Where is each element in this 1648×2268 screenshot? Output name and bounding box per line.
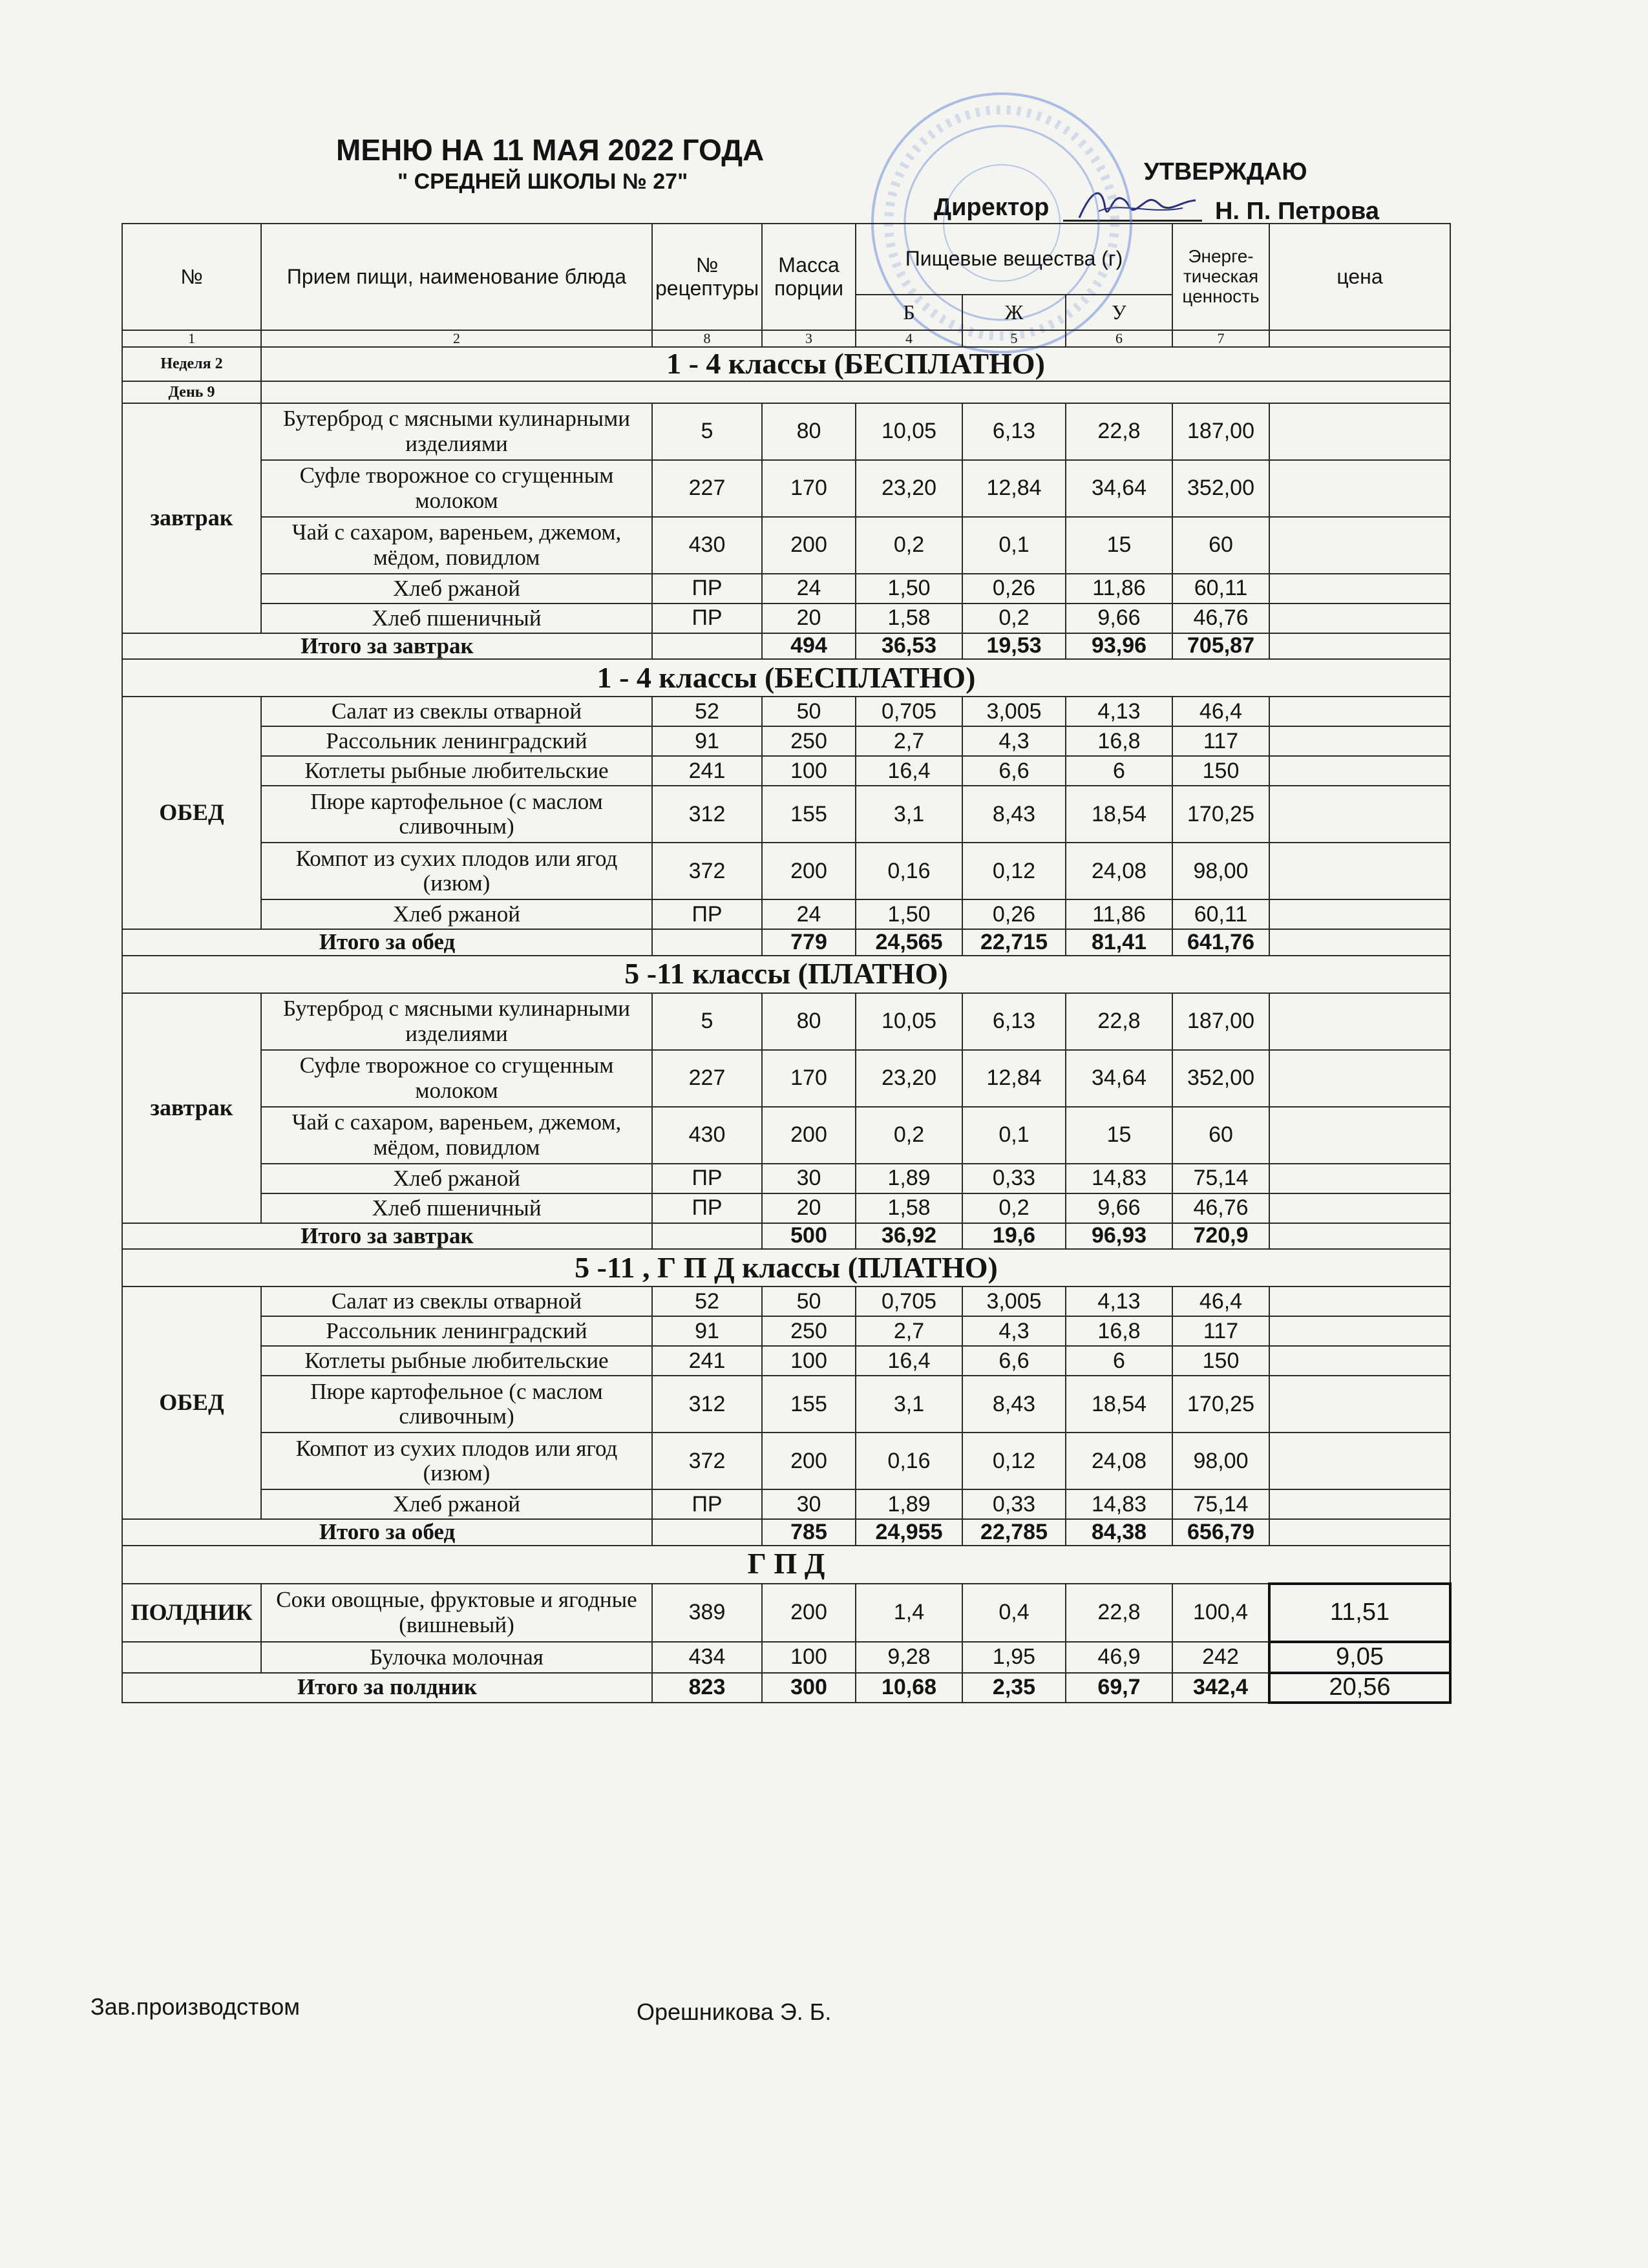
total-recipe [652,1519,762,1546]
carb-value: 16,8 [1066,1316,1172,1346]
total-mass: 779 [762,929,856,956]
carb-value: 14,83 [1066,1164,1172,1193]
recipe-number: 434 [652,1642,762,1673]
recipe-number: 430 [652,517,762,574]
dish-name: Бутерброд с мясными кулинарными изделиями [261,993,652,1050]
recipe-number: ПР [652,899,762,929]
total-protein: 36,92 [856,1223,962,1250]
dish-name: Соки овощные, фруктовые и ягодные (вишневый) [261,1584,652,1642]
fat-value: 6,6 [962,1346,1066,1376]
price-cell [1269,993,1450,1050]
protein-value: 23,20 [856,460,962,517]
dish-name: Компот из сухих плодов или ягод (изюм) [261,843,652,899]
price-cell [1269,1050,1450,1107]
dish-name: Котлеты рыбные любительские [261,1346,652,1376]
protein-value: 2,7 [856,726,962,756]
header-recipe: № рецептуры [652,224,762,330]
dish-name: Хлеб пшеничный [261,604,652,633]
menu-title: МЕНЮ НА 11 МАЯ 2022 ГОДА [336,133,765,167]
recipe-number: 227 [652,460,762,517]
energy-value: 98,00 [1172,1433,1269,1489]
total-carb: 84,38 [1066,1519,1172,1546]
portion-mass: 200 [762,1107,856,1164]
carb-value: 9,66 [1066,1193,1172,1223]
total-carb: 96,93 [1066,1223,1172,1250]
table-row [122,574,1450,604]
price-cell [1269,1223,1450,1250]
total-recipe: 823 [652,1673,762,1703]
section-heading: 1 - 4 классы (БЕСПЛАТНО) [122,659,1450,697]
carb-value: 14,83 [1066,1489,1172,1519]
price-cell [1269,1107,1450,1164]
portion-mass: 20 [762,604,856,633]
meal-label: ОБЕД [122,1286,261,1519]
energy-value: 46,4 [1172,697,1269,726]
portion-mass: 200 [762,1433,856,1489]
fat-value: 6,13 [962,403,1066,460]
portion-mass: 80 [762,403,856,460]
price-cell [1269,633,1450,660]
total-row [122,1223,1450,1250]
meal-label: ПОЛДНИК [122,1584,261,1642]
protein-value: 1,58 [856,604,962,633]
energy-value: 46,76 [1172,1193,1269,1223]
total-price: 20,56 [1269,1673,1450,1703]
portion-mass: 30 [762,1489,856,1519]
dish-name: Пюре картофельное (с маслом сливочным) [261,786,652,843]
carb-value: 22,8 [1066,403,1172,460]
portion-mass: 80 [762,993,856,1050]
dish-name: Котлеты рыбные любительские [261,756,652,786]
total-mass: 300 [762,1673,856,1703]
portion-mass: 200 [762,843,856,899]
price-cell [1269,1193,1450,1223]
col-number: 2 [261,330,652,347]
recipe-number: ПР [652,1164,762,1193]
energy-value: 117 [1172,1316,1269,1346]
col-number: 4 [856,330,962,347]
energy-value: 100,4 [1172,1584,1269,1642]
table-row [122,726,1450,756]
protein-value: 1,89 [856,1164,962,1193]
fat-value: 0,33 [962,1489,1066,1519]
total-label: Итого за обед [122,929,652,956]
fat-value: 3,005 [962,1286,1066,1316]
approve-label: УТВЕРЖДАЮ [1144,158,1307,185]
carb-value: 18,54 [1066,786,1172,843]
recipe-number: ПР [652,1193,762,1223]
total-row [122,1519,1450,1546]
recipe-number: 312 [652,1376,762,1433]
carb-value: 24,08 [1066,1433,1172,1489]
protein-value: 0,705 [856,1286,962,1316]
energy-value: 60 [1172,1107,1269,1164]
portion-mass: 250 [762,726,856,756]
day-label: День 9 [122,381,261,403]
header-b: Б [856,295,962,330]
total-carb: 93,96 [1066,633,1172,660]
dish-name: Рассольник ленинградский [261,726,652,756]
protein-value: 0,2 [856,517,962,574]
energy-value: 46,76 [1172,604,1269,633]
fat-value: 0,1 [962,517,1066,574]
portion-mass: 170 [762,460,856,517]
fat-value: 8,43 [962,786,1066,843]
total-energy: 705,87 [1172,633,1269,660]
footer-position: Зав.производством [90,1993,300,2020]
energy-value: 60,11 [1172,574,1269,604]
fat-value: 12,84 [962,460,1066,517]
price-cell [1269,604,1450,633]
carb-value: 6 [1066,756,1172,786]
protein-value: 1,50 [856,574,962,604]
header-mass: Масса порции [762,224,856,330]
dish-name: Суфле творожное со сгущенным молоком [261,460,652,517]
section-heading: 5 -11 классы (ПЛАТНО) [122,956,1450,993]
total-protein: 24,955 [856,1519,962,1546]
recipe-number: 372 [652,1433,762,1489]
table-row [122,786,1450,843]
energy-value: 150 [1172,756,1269,786]
portion-mass: 100 [762,1642,856,1673]
table-row [122,993,1450,1050]
recipe-number: 52 [652,1286,762,1316]
price-cell [1269,929,1450,956]
table-row [122,1286,1450,1316]
protein-value: 0,16 [856,1433,962,1489]
price-cell [1269,843,1450,899]
carb-value: 9,66 [1066,604,1172,633]
fat-value: 0,26 [962,899,1066,929]
total-energy: 641,76 [1172,929,1269,956]
price-cell [1269,403,1450,460]
total-label: Итого за завтрак [122,1223,652,1250]
recipe-number: ПР [652,604,762,633]
portion-mass: 50 [762,1286,856,1316]
dish-name: Хлеб пшеничный [261,1193,652,1223]
energy-value: 242 [1172,1642,1269,1673]
fat-value: 0,4 [962,1584,1066,1642]
table-row [122,1316,1450,1346]
fat-value: 0,33 [962,1164,1066,1193]
recipe-number: 372 [652,843,762,899]
table-row [122,1376,1450,1433]
energy-value: 117 [1172,726,1269,756]
fat-value: 3,005 [962,697,1066,726]
section-heading: 1 - 4 классы (БЕСПЛАТНО) [261,347,1450,381]
fat-value: 6,6 [962,756,1066,786]
recipe-number: 312 [652,786,762,843]
table-row [122,1433,1450,1489]
total-energy: 656,79 [1172,1519,1269,1546]
header-price: цена [1269,224,1450,330]
energy-value: 60,11 [1172,899,1269,929]
week-label: Неделя 2 [122,347,261,381]
recipe-number: 227 [652,1050,762,1107]
energy-value: 187,00 [1172,403,1269,460]
price-cell [1269,1346,1450,1376]
total-label: Итого за полдник [122,1673,652,1703]
protein-value: 10,05 [856,993,962,1050]
protein-value: 1,4 [856,1584,962,1642]
table-row [122,1164,1450,1193]
header-nutrients: Пищевые вещества (г) [856,224,1172,295]
fat-value: 0,12 [962,1433,1066,1489]
portion-mass: 24 [762,899,856,929]
energy-value: 98,00 [1172,843,1269,899]
total-energy: 342,4 [1172,1673,1269,1703]
table-row [122,1050,1450,1107]
table-row [122,697,1450,726]
total-fat: 22,715 [962,929,1066,956]
carb-value: 16,8 [1066,726,1172,756]
fat-value: 0,26 [962,574,1066,604]
recipe-number: ПР [652,574,762,604]
col-number: 3 [762,330,856,347]
total-carb: 81,41 [1066,929,1172,956]
recipe-number: 91 [652,1316,762,1346]
portion-mass: 100 [762,1346,856,1376]
protein-value: 1,89 [856,1489,962,1519]
header-no: № [122,224,261,330]
fat-value: 0,1 [962,1107,1066,1164]
total-energy: 720,9 [1172,1223,1269,1250]
table-row [122,460,1450,517]
total-label: Итого за завтрак [122,633,652,660]
protein-value: 0,2 [856,1107,962,1164]
col-number: 6 [1066,330,1172,347]
dish-name: Хлеб ржаной [261,899,652,929]
total-fat: 2,35 [962,1673,1066,1703]
protein-value: 1,58 [856,1193,962,1223]
carb-value: 6 [1066,1346,1172,1376]
section-heading: Г П Д [122,1546,1450,1584]
col-number: 5 [962,330,1066,347]
dish-name: Чай с сахаром, вареньем, джемом, мёдом, повидлом [261,517,652,574]
price-cell [1269,899,1450,929]
carb-value: 11,86 [1066,899,1172,929]
total-protein: 10,68 [856,1673,962,1703]
carb-value: 34,64 [1066,1050,1172,1107]
price-cell [1269,1519,1450,1546]
col-number: 7 [1172,330,1269,347]
director-signature [1073,182,1202,227]
price-cell [1269,786,1450,843]
energy-value: 46,4 [1172,1286,1269,1316]
total-mass: 785 [762,1519,856,1546]
portion-mass: 200 [762,517,856,574]
energy-value: 352,00 [1172,1050,1269,1107]
protein-value: 16,4 [856,1346,962,1376]
protein-value: 1,50 [856,899,962,929]
price-value: 11,51 [1269,1584,1450,1642]
total-recipe [652,633,762,660]
portion-mass: 20 [762,1193,856,1223]
fat-value: 6,13 [962,993,1066,1050]
fat-value: 0,2 [962,604,1066,633]
col-number: 8 [652,330,762,347]
school-name: " СРЕДНЕЙ ШКОЛЫ № 27" [397,169,688,194]
fat-value: 0,12 [962,843,1066,899]
portion-mass: 50 [762,697,856,726]
carb-value: 18,54 [1066,1376,1172,1433]
price-cell [1269,1316,1450,1346]
portion-mass: 155 [762,786,856,843]
meal-label: ОБЕД [122,697,261,929]
table-row [122,899,1450,929]
dish-name: Хлеб ржаной [261,574,652,604]
total-row [122,633,1450,660]
fat-value: 4,3 [962,726,1066,756]
director-name: Н. П. Петрова [1215,198,1379,225]
portion-mass: 30 [762,1164,856,1193]
total-fat: 19,6 [962,1223,1066,1250]
meal-label: завтрак [122,993,261,1223]
energy-value: 170,25 [1172,786,1269,843]
protein-value: 3,1 [856,786,962,843]
total-mass: 500 [762,1223,856,1250]
energy-value: 75,14 [1172,1489,1269,1519]
dish-name: Салат из свеклы отварной [261,697,652,726]
dish-name: Салат из свеклы отварной [261,1286,652,1316]
total-row [122,929,1450,956]
dish-name: Хлеб ржаной [261,1164,652,1193]
carb-value: 22,8 [1066,993,1172,1050]
energy-value: 75,14 [1172,1164,1269,1193]
portion-mass: 200 [762,1584,856,1642]
protein-value: 16,4 [856,756,962,786]
dish-name: Хлеб ржаной [261,1489,652,1519]
carb-value: 4,13 [1066,697,1172,726]
energy-value: 60 [1172,517,1269,574]
table-row [122,517,1450,574]
header-u: У [1066,295,1172,330]
portion-mass: 100 [762,756,856,786]
recipe-number: 52 [652,697,762,726]
recipe-number: 91 [652,726,762,756]
meal-label: завтрак [122,403,261,633]
price-cell [1269,697,1450,726]
total-protein: 24,565 [856,929,962,956]
footer-signer: Орешникова Э. Б. [637,1999,832,2025]
price-cell [1269,574,1450,604]
recipe-number: 241 [652,1346,762,1376]
total-fat: 19,53 [962,633,1066,660]
portion-mass: 170 [762,1050,856,1107]
dish-name: Булочка молочная [261,1642,652,1673]
carb-value: 15 [1066,517,1172,574]
recipe-number: 5 [652,403,762,460]
protein-value: 23,20 [856,1050,962,1107]
table-row [122,1346,1450,1376]
fat-value: 8,43 [962,1376,1066,1433]
protein-value: 3,1 [856,1376,962,1433]
fat-value: 4,3 [962,1316,1066,1346]
total-carb: 69,7 [1066,1673,1172,1703]
recipe-number: 241 [652,756,762,786]
total-protein: 36,53 [856,633,962,660]
price-cell [1269,1376,1450,1433]
fat-value: 0,2 [962,1193,1066,1223]
director-label: Директор [934,194,1050,221]
portion-mass: 250 [762,1316,856,1346]
carb-value: 4,13 [1066,1286,1172,1316]
price-cell [1269,1433,1450,1489]
col-number: 1 [122,330,261,347]
protein-value: 9,28 [856,1642,962,1673]
energy-value: 170,25 [1172,1376,1269,1433]
recipe-number: 5 [652,993,762,1050]
header-dish: Прием пищи, наименование блюда [261,224,652,330]
price-cell [1269,1164,1450,1193]
dish-name: Компот из сухих плодов или ягод (изюм) [261,1433,652,1489]
header-zh: Ж [962,295,1066,330]
protein-value: 2,7 [856,1316,962,1346]
carb-value: 24,08 [1066,843,1172,899]
dish-name: Пюре картофельное (с маслом сливочным) [261,1376,652,1433]
table-row [122,403,1450,460]
fat-value: 12,84 [962,1050,1066,1107]
price-cell [1269,1489,1450,1519]
table-row [122,1107,1450,1164]
carb-value: 34,64 [1066,460,1172,517]
energy-value: 150 [1172,1346,1269,1376]
protein-value: 0,705 [856,697,962,726]
dish-name: Рассольник ленинградский [261,1316,652,1346]
total-label: Итого за обед [122,1519,652,1546]
carb-value: 15 [1066,1107,1172,1164]
protein-value: 10,05 [856,403,962,460]
price-cell [1269,1286,1450,1316]
portion-mass: 24 [762,574,856,604]
fat-value: 1,95 [962,1642,1066,1673]
energy-value: 352,00 [1172,460,1269,517]
dish-name: Бутерброд с мясными кулинарными изделиями [261,403,652,460]
portion-mass: 155 [762,1376,856,1433]
table-row [122,1193,1450,1223]
dish-name: Чай с сахаром, вареньем, джемом, мёдом, повидлом [261,1107,652,1164]
carb-value: 22,8 [1066,1584,1172,1642]
price-cell [1269,460,1450,517]
price-cell [1269,726,1450,756]
recipe-number: ПР [652,1489,762,1519]
carb-value: 46,9 [1066,1642,1172,1673]
recipe-number: 389 [652,1584,762,1642]
table-row [122,604,1450,633]
menu-table [121,223,1452,1704]
energy-value: 187,00 [1172,993,1269,1050]
total-mass: 494 [762,633,856,660]
header-energy: Энерге-тическая ценность [1172,224,1269,330]
table-row [122,1489,1450,1519]
price-cell [1269,756,1450,786]
section-heading: 5 -11 , Г П Д классы (ПЛАТНО) [122,1249,1450,1286]
price-cell [1269,517,1450,574]
total-recipe [652,1223,762,1250]
total-fat: 22,785 [962,1519,1066,1546]
price-value: 9,05 [1269,1642,1450,1673]
table-row [122,843,1450,899]
carb-value: 11,86 [1066,574,1172,604]
protein-value: 0,16 [856,843,962,899]
dish-name: Суфле творожное со сгущенным молоком [261,1050,652,1107]
recipe-number: 430 [652,1107,762,1164]
table-row [122,756,1450,786]
total-recipe [652,929,762,956]
